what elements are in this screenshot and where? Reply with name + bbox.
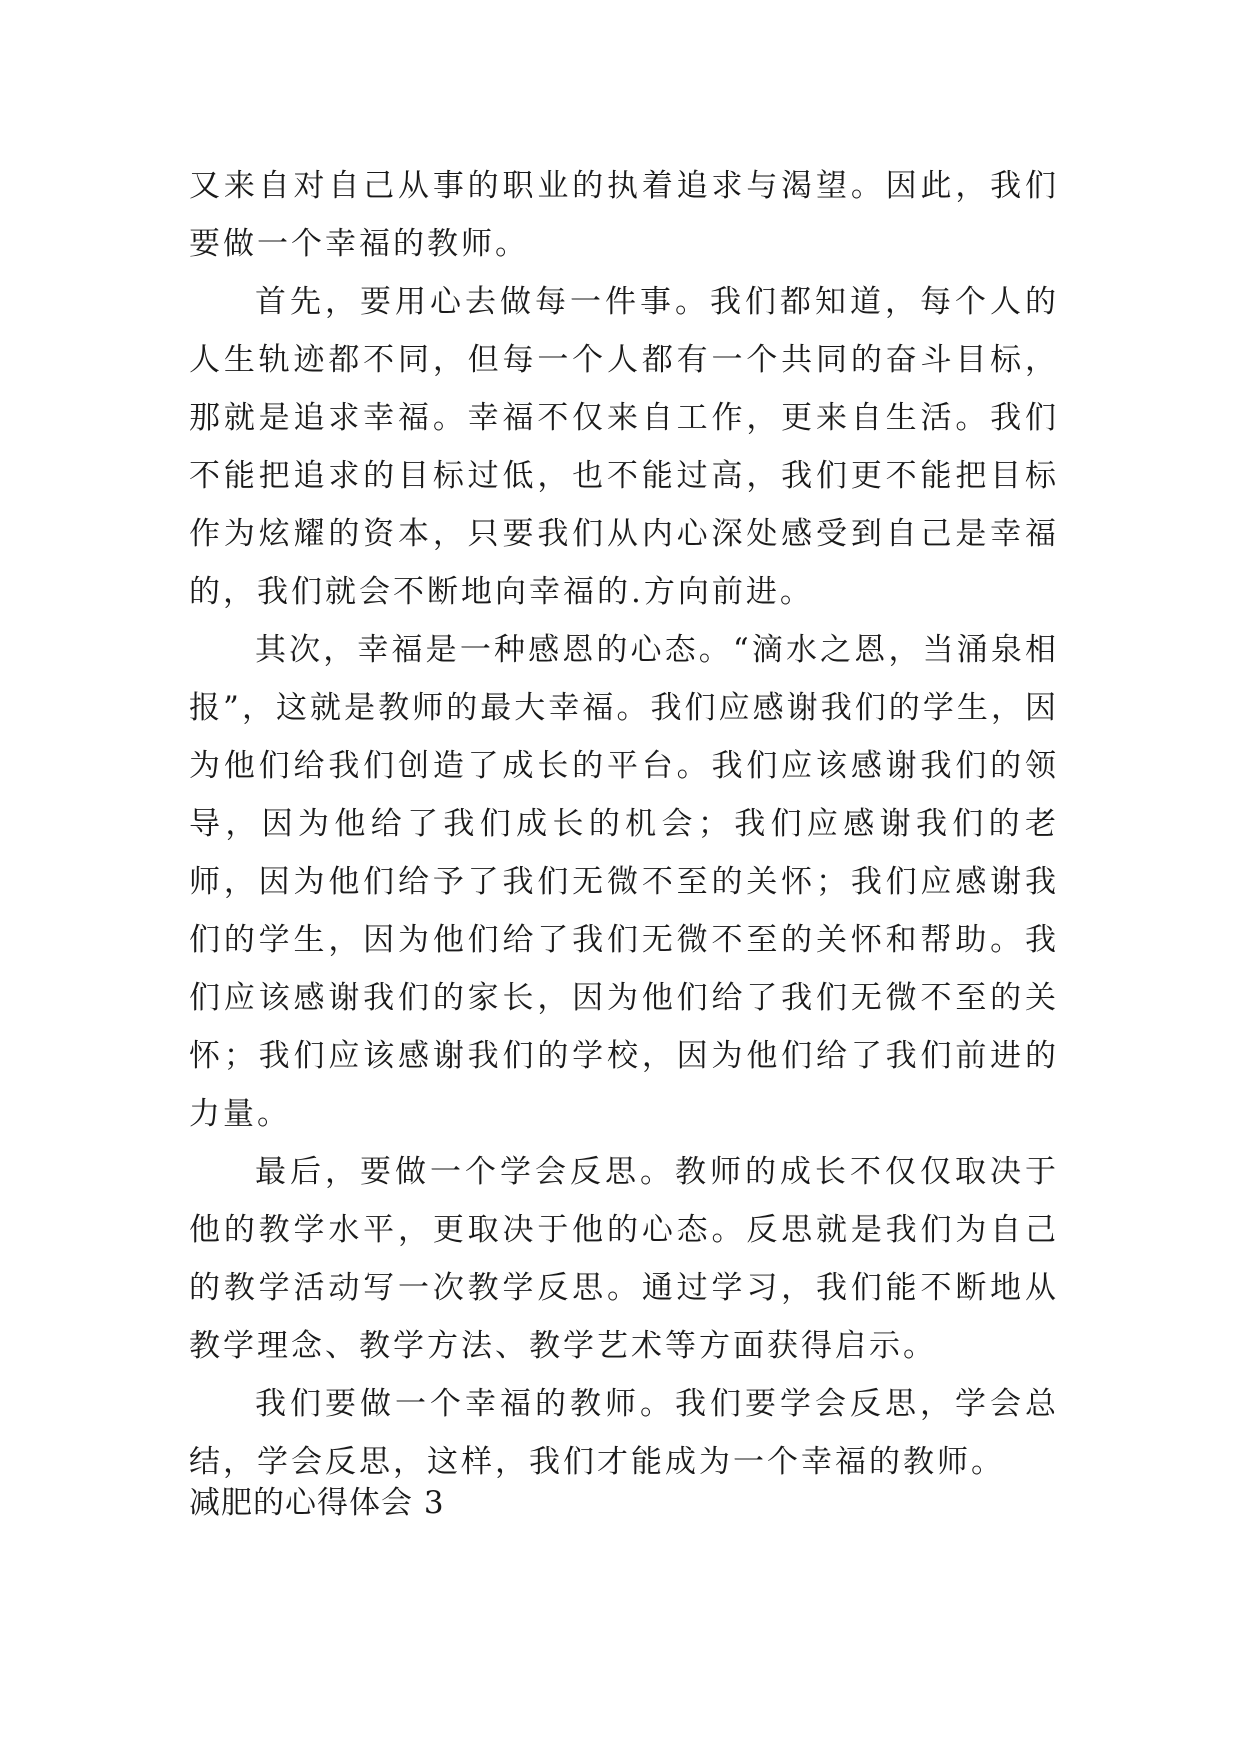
paragraph-second: 其次，幸福是一种感恩的心态。“滴水之恩，当涌泉相报”，这就是教师的最大幸福。我们应感谢我们的学生，因为他们给我们创造了成长的平台。我们应该感谢我们的领导，因为他给了我们成长的机会；我们应感谢我们的老师，因为他们给予了我们无微不至的关怀；我们应感谢我们的学生，因为他们给了我们无微不至的关怀和帮助。我们应该感谢我们的家长，因为他们给了我们无微不至的关怀；我们应该感谢我们的学校，因为他们给了我们前进的力量。	[189, 632, 1059, 1132]
section-heading: 减肥的心得体会 3	[189, 1485, 445, 1521]
paragraph-continuation: 又来自对自己从事的职业的执着追求与渴望。因此，我们要做一个幸福的教师。	[189, 168, 1059, 262]
paragraph-first: 首先，要用心去做每一件事。我们都知道，每个人的人生轨迹都不同，但每一个人都有一个共同的奋斗目标，那就是追求幸福。幸福不仅来自工作，更来自生活。我们不能把追求的目标过低，也不能过高，我们更不能把目标作为炫耀的资本，只要我们从内心深处感受到自己是幸福的，我们就会不断地向幸福的.方向前进。	[189, 284, 1059, 610]
paragraph-last: 最后，要做一个学会反思。教师的成长不仅仅取决于他的教学水平，更取决于他的心态。反思就是我们为自己的教学活动写一次教学反思。通过学习，我们能不断地从教学理念、教学方法、教学艺术等方面获得启示。	[189, 1154, 1059, 1364]
body-text	[189, 157, 1059, 1491]
paragraph-conclusion: 我们要做一个幸福的教师。我们要学会反思，学会总结，学会反思，这样，我们才能成为一个幸福的教师。	[189, 1386, 1059, 1480]
